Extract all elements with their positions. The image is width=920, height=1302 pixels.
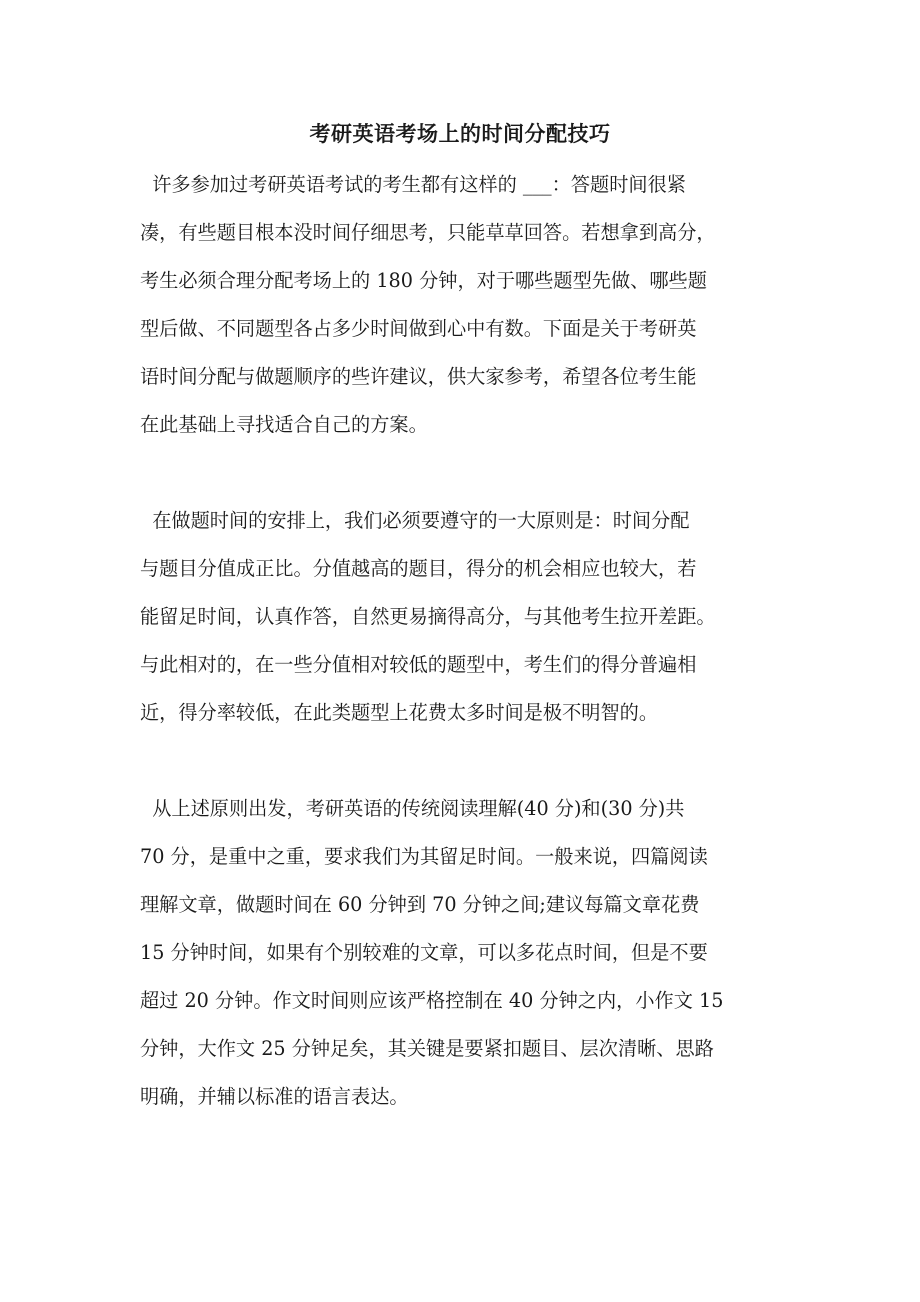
paragraph-3-line-3: 理解文章，做题时间在 60 分钟到 70 分钟之间;建议每篇文章花费 — [140, 893, 700, 916]
paragraph-2-line-4: 与此相对的，在一些分值相对较低的题型中，考生们的得分普遍相 — [140, 653, 697, 676]
paragraph-3-line-2: 70 分，是重中之重，要求我们为其留足时间。一般来说，四篇阅读 — [140, 845, 708, 868]
paragraph-1-line-5: 语时间分配与做题顺序的些许建议，供大家参考，希望各位考生能 — [140, 365, 697, 388]
document-title: 考研英语考场上的时间分配技巧 — [309, 121, 611, 146]
paragraph-3-line-7: 明确，并辅以标准的语言表达。 — [140, 1085, 409, 1108]
paragraph-1-line-3: 考生必须合理分配考场上的 180 分钟，对于哪些题型先做、哪些题 — [140, 269, 707, 292]
paragraph-1-line-4: 型后做、不同题型各占多少时间做到心中有数。下面是关于考研英 — [140, 317, 697, 340]
paragraph-2-line-1: 在做题时间的安排上，我们必须要遵守的一大原则是：时间分配 — [140, 509, 690, 532]
paragraph-1-line-2: 凑，有些题目根本没时间仔细思考，只能草草回答。若想拿到高分， — [140, 221, 716, 244]
paragraph-3-line-6: 分钟，大作文 25 分钟足矣，其关键是要紧扣题目、层次清晰、思路 — [140, 1037, 714, 1060]
paragraph-2-line-3: 能留足时间，认真作答，自然更易摘得高分，与其他考生拉开差距。 — [140, 605, 716, 628]
paragraph-3-line-1: 从上述原则出发，考研英语的传统阅读理解(40 分)和(30 分)共 — [140, 797, 685, 820]
paragraph-2-line-2: 与题目分值成正比。分值越高的题目，得分的机会相应也较大，若 — [140, 557, 697, 580]
paragraph-3-line-5: 超过 20 分钟。作文时间则应该严格控制在 40 分钟之内，小作文 15 — [140, 989, 724, 1012]
paragraph-1-line-1: 许多参加过考研英语考试的考生都有这样的 ___：答题时间很紧 — [140, 173, 686, 196]
paragraph-2-line-5: 近，得分率较低，在此类题型上花费太多时间是极不明智的。 — [140, 701, 659, 724]
paragraph-3-line-4: 15 分钟时间，如果有个别较难的文章，可以多花点时间，但是不要 — [140, 941, 708, 964]
paragraph-1-line-6: 在此基础上寻找适合自己的方案。 — [140, 413, 428, 436]
